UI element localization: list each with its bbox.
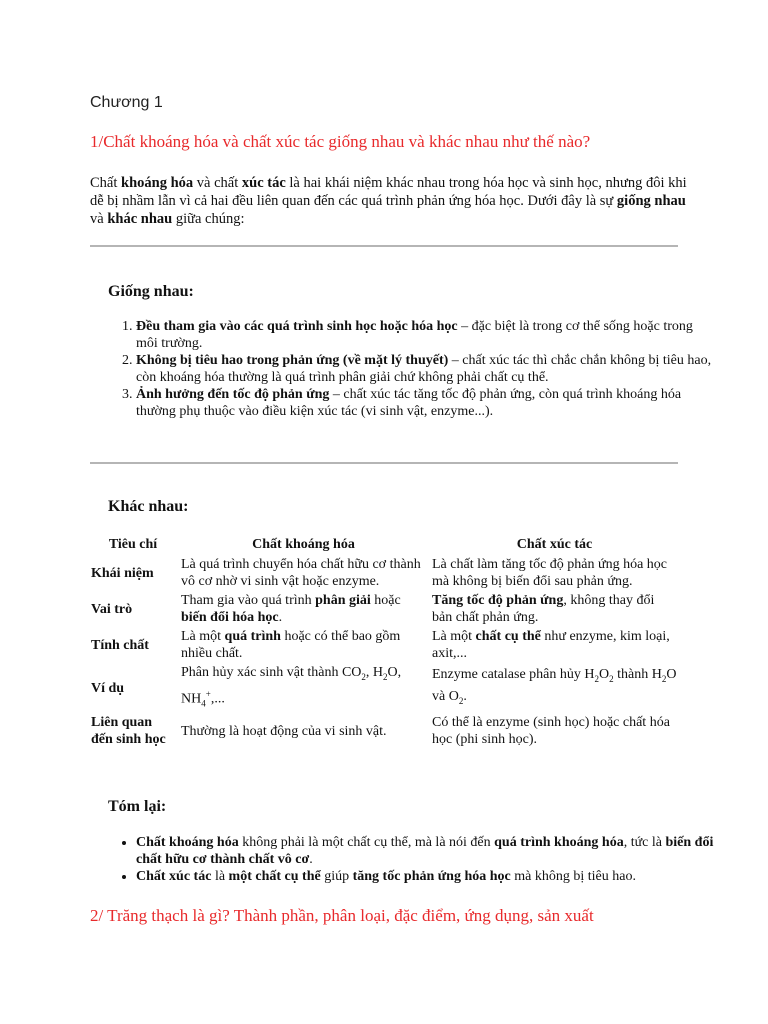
cell-text: hoặc có thể bao gồm nhiều chất. xyxy=(181,629,401,661)
list-item xyxy=(136,868,726,885)
table-row xyxy=(88,555,680,591)
question-2-heading: 2/ Trăng thạch là gì? Thành phần, phân loại, đặc điểm, ứng dụng, sản xuất xyxy=(90,906,594,925)
list-item xyxy=(136,318,716,352)
cell-text: O, NH xyxy=(181,665,402,707)
intro-text: và chất xyxy=(193,175,242,191)
summary-list xyxy=(100,834,726,885)
cell-bold: chất cụ thể xyxy=(475,629,541,644)
comparison-table xyxy=(88,534,680,749)
item-text: mà không bị tiêu hao. xyxy=(510,869,636,884)
intro-bold: giống nhau xyxy=(616,193,686,209)
item-text: – đặc biệt là trong cơ thể sống hoặc trong môi trường. xyxy=(136,319,693,351)
item-text: giúp xyxy=(320,869,353,884)
list-item xyxy=(136,386,716,420)
item-bold: biến đổi chất hữu cơ thành chất vô cơ xyxy=(136,835,714,867)
superscript: + xyxy=(205,688,211,699)
subscript: 2 xyxy=(594,674,599,685)
cell-mineralization: Là quá trình chuyển hóa chất hữu cơ thành vô cơ nhờ vi sinh vật hoặc enzyme. xyxy=(181,557,421,589)
subscript: 2 xyxy=(383,671,388,682)
table-row xyxy=(88,627,680,663)
cell-mineralization xyxy=(178,663,429,713)
column-header: Tiêu chí xyxy=(108,537,158,552)
item-bold: Ảnh hưởng đến tốc độ phản ứng xyxy=(136,387,330,402)
cell-catalyst xyxy=(429,627,680,663)
cell-bold: Tăng tốc độ phản ứng xyxy=(432,593,564,608)
list-item xyxy=(136,352,716,386)
item-text: là xyxy=(211,869,229,884)
cell-text: như enzyme, kim loại, axit,... xyxy=(432,629,670,661)
item-text: không phải là một chất cụ thể, mà là nói đến xyxy=(238,835,495,850)
intro-bold: khoáng hóa xyxy=(121,175,194,191)
item-bold: tăng tốc phản ứng hóa học xyxy=(352,869,511,884)
horizontal-rule xyxy=(90,245,678,247)
item-bold: Chất khoáng hóa xyxy=(136,835,239,850)
cell-mineralization xyxy=(178,627,429,663)
item-bold: một chất cụ thể xyxy=(228,869,321,884)
item-text: – chất xúc tác tăng tốc độ phản ứng, còn quá trình khoáng hóa thường phụ thuộc vào điều kiện xúc tác (vi sinh vật, enzyme...). xyxy=(136,387,682,419)
intro-text: và xyxy=(90,211,108,227)
column-header: Chất khoáng hóa xyxy=(252,537,355,552)
cell-catalyst xyxy=(429,591,680,627)
cell-text: O và O xyxy=(432,667,677,705)
intro-paragraph xyxy=(90,174,690,228)
item-text: . xyxy=(309,852,313,867)
subscript: 2 xyxy=(609,674,614,685)
cell-text: , không thay đổi bản chất phản ứng. xyxy=(432,593,655,625)
question-1-heading: 1/Chất khoáng hóa và chất xúc tác giống nhau và khác nhau như thế nào? xyxy=(90,132,591,151)
table-header-row xyxy=(88,534,680,555)
summary-heading: Tóm lại: xyxy=(108,798,167,815)
chapter-title: Chương 1 xyxy=(90,94,163,111)
differences-heading: Khác nhau: xyxy=(108,498,189,515)
item-text: , tức là xyxy=(623,835,666,850)
item-bold: Chất xúc tác xyxy=(136,869,212,884)
item-text: – chất xúc tác thì chắc chắn không bị tiêu hao, còn khoáng hóa thường là quá trình phân giải chứ không phải chất cụ thể. xyxy=(136,353,712,385)
row-criterion: Liên quan đến sinh học xyxy=(91,715,166,748)
subscript: 2 xyxy=(458,695,464,706)
cell-bold: quá trình xyxy=(224,629,281,644)
cell-text: Phân hủy xác sinh vật thành CO xyxy=(181,665,362,680)
row-criterion: Khái niệm xyxy=(91,565,154,581)
cell-catalyst xyxy=(429,663,680,713)
intro-text: giữa chúng: xyxy=(172,211,245,227)
cell-text: Là một xyxy=(432,629,476,644)
table-row xyxy=(88,663,680,713)
cell-text: , H xyxy=(365,665,384,680)
item-bold: quá trình khoáng hóa xyxy=(494,835,624,850)
intro-bold: khác nhau xyxy=(107,211,173,227)
cell-mineralization xyxy=(178,591,429,627)
cell-bold: biến đổi hóa học xyxy=(181,610,279,625)
row-criterion: Vai trò xyxy=(91,601,133,617)
cell-text: Enzyme catalase phân hủy H xyxy=(432,667,595,683)
subscript: 2 xyxy=(661,674,667,685)
item-bold: Đều tham gia vào các quá trình sinh học hoặc hóa học xyxy=(136,319,458,334)
cell-text: . xyxy=(463,689,467,705)
intro-text: là hai khái niệm khác nhau trong hóa học và sinh học, nhưng đôi khi dễ bị nhầm lẫn vì cả hai đều liên quan đến các quá trình phản ứng hóa học. Dưới đây là sự xyxy=(90,175,687,209)
intro-text: Chất xyxy=(90,175,122,191)
cell-text: Tham gia vào quá trình xyxy=(181,593,316,608)
cell-catalyst: Có thể là enzyme (sinh học) hoặc chất hóa học (phi sinh học). xyxy=(432,715,670,748)
cell-catalyst: Là chất làm tăng tốc độ phản ứng hóa học mà không bị biến đổi sau phản ứng. xyxy=(432,557,668,589)
row-criterion: Ví dụ xyxy=(91,680,125,696)
cell-text: hoặc xyxy=(370,593,401,608)
subscript: 4 xyxy=(201,698,206,709)
table-row xyxy=(88,591,680,627)
row-criterion: Tính chất xyxy=(91,637,149,653)
item-bold: Không bị tiêu hao trong phản ứng (về mặt lý thuyết) xyxy=(136,353,449,368)
table-row xyxy=(88,713,680,749)
cell-text: . xyxy=(278,610,283,625)
cell-text: ,... xyxy=(210,691,225,707)
cell-text: thành H xyxy=(613,667,662,683)
column-header: Chất xúc tác xyxy=(516,537,593,552)
subscript: 2 xyxy=(361,671,366,682)
cell-text: O xyxy=(599,667,610,683)
cell-mineralization: Thường là hoạt động của vi sinh vật. xyxy=(181,723,387,739)
cell-bold: phân giải xyxy=(315,593,371,608)
horizontal-rule xyxy=(90,462,678,464)
similar-heading: Giống nhau: xyxy=(108,283,194,300)
cell-text: Là một xyxy=(181,629,225,644)
list-item xyxy=(136,834,726,868)
intro-bold: xúc tác xyxy=(241,175,286,191)
similarities-list xyxy=(100,318,716,420)
